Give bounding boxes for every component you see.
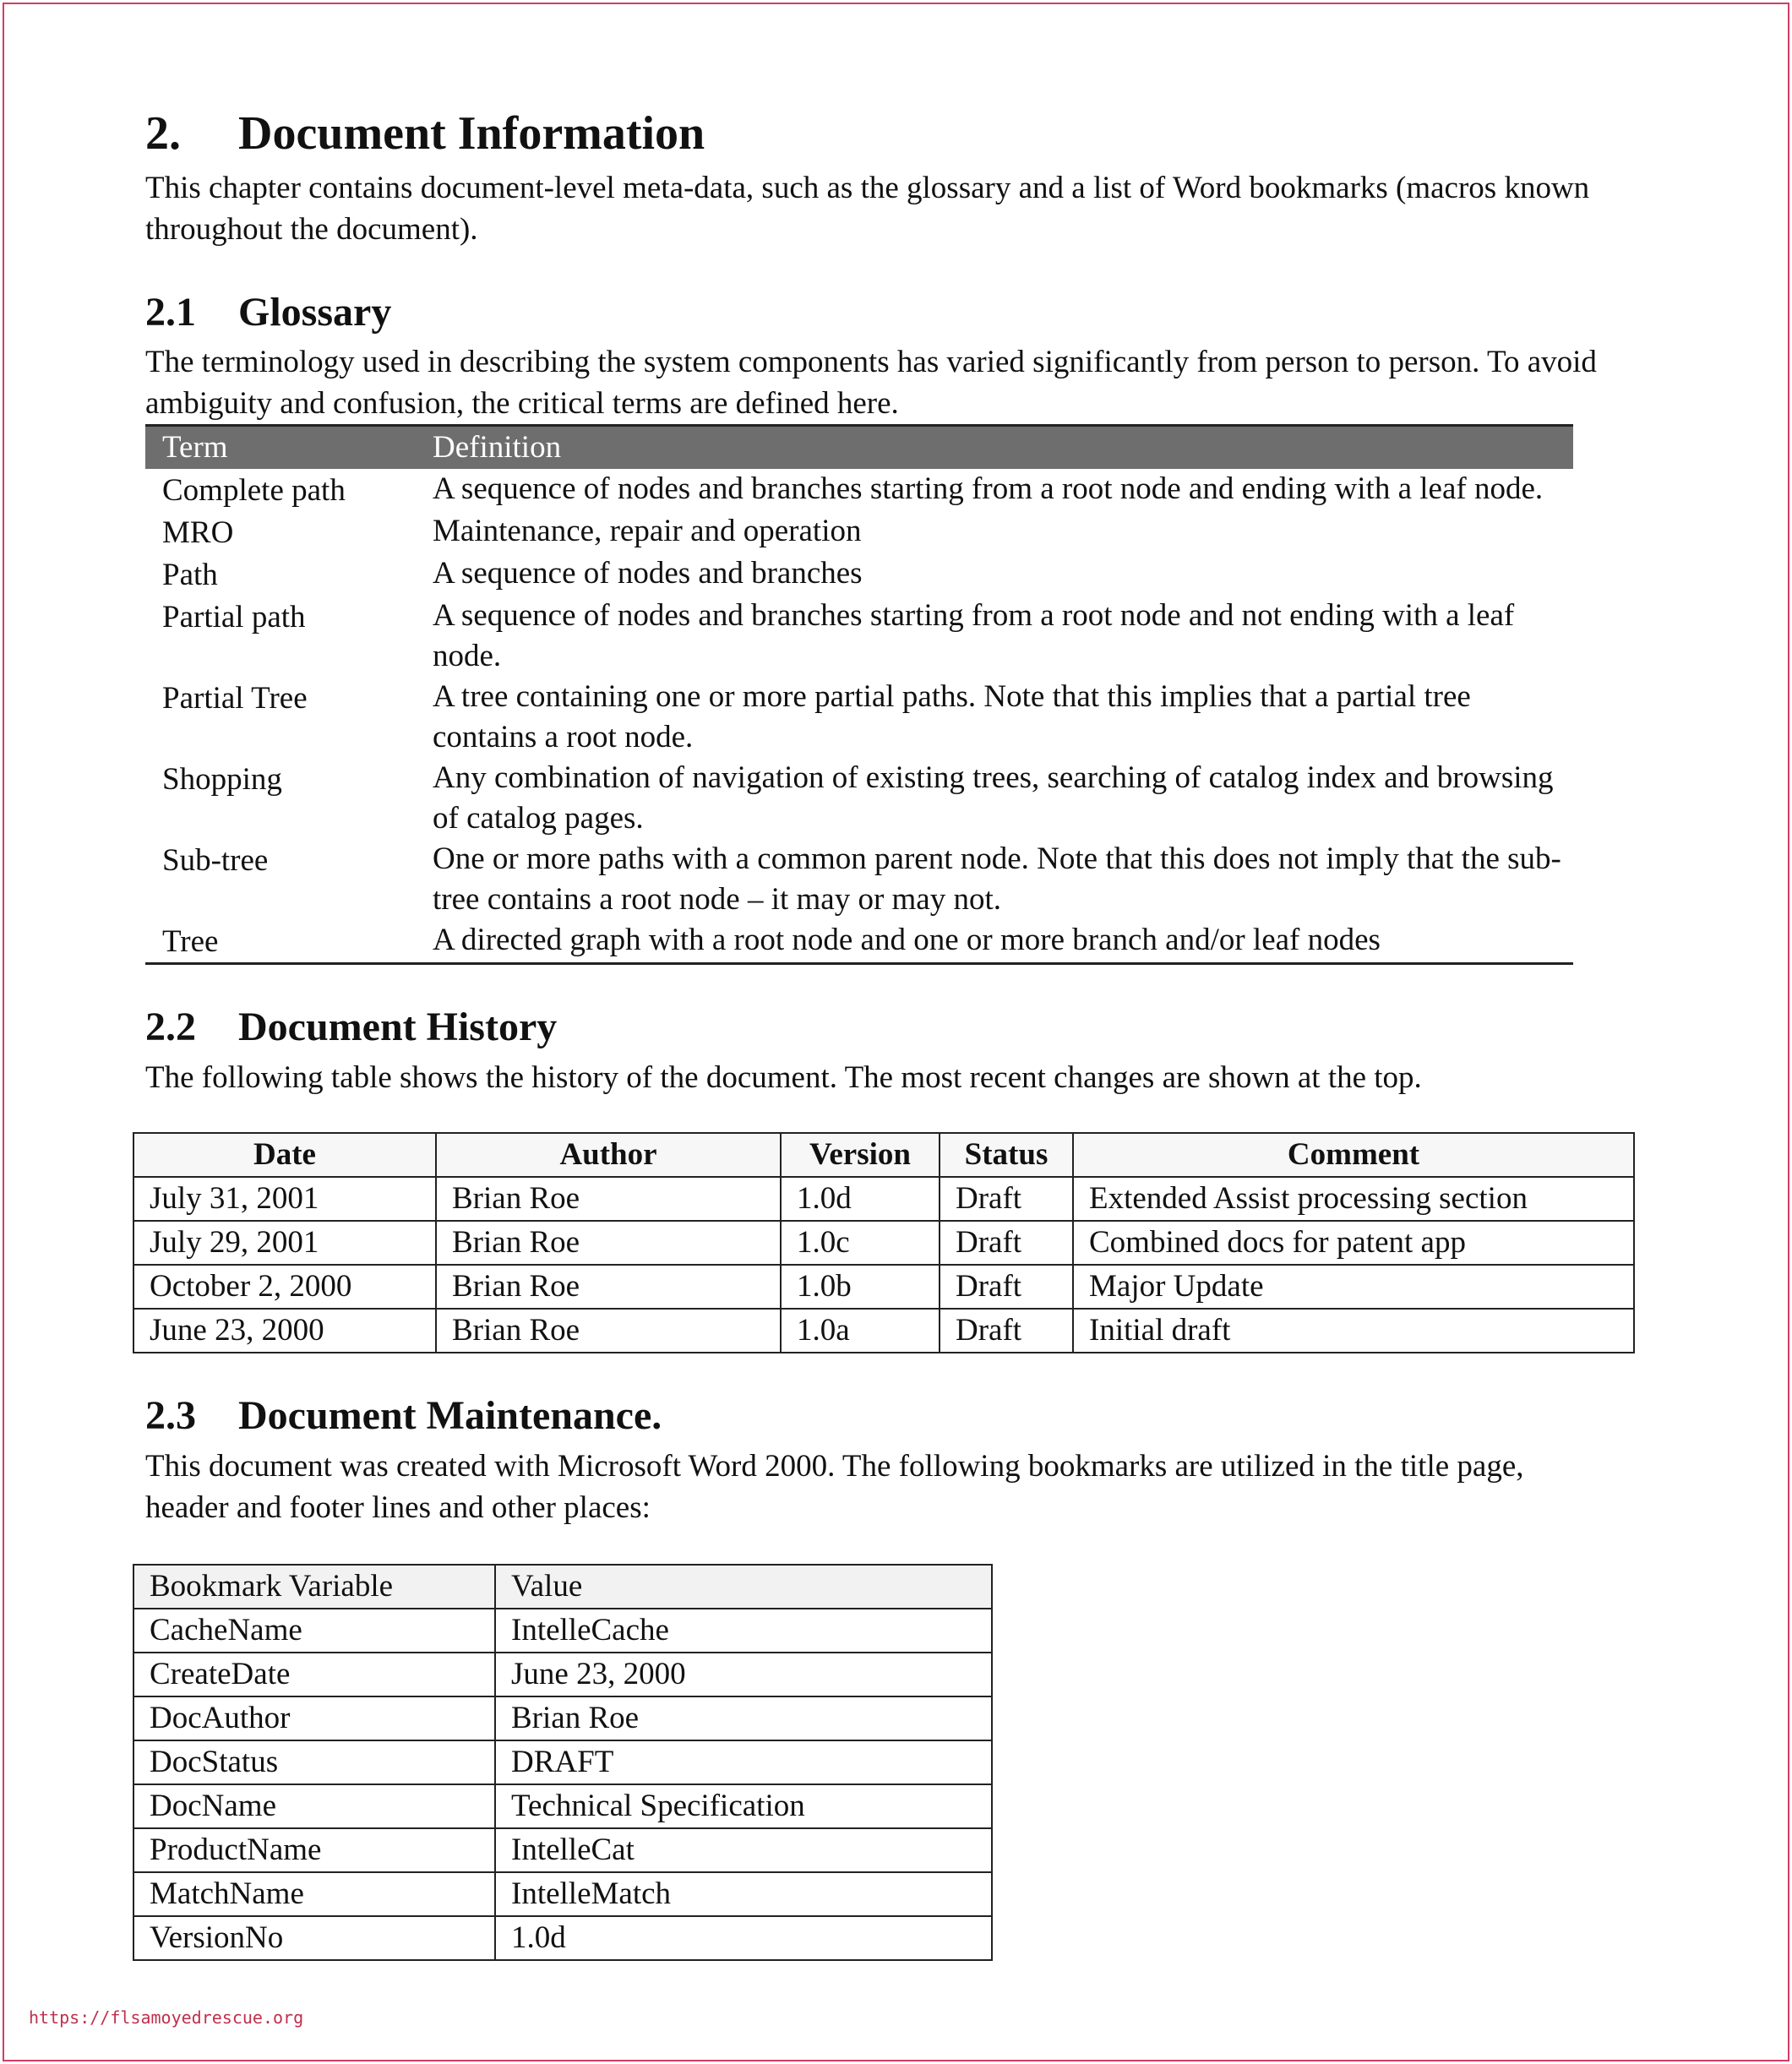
chapter-number: 2. (145, 107, 181, 160)
history-header-row (133, 1133, 1634, 1177)
glossary-definition: A sequence of nodes and branches starting from a root node and not ending with a leaf node. (433, 598, 1515, 674)
chapter-title: Document Information (238, 107, 705, 160)
history-date: July 31, 2001 (133, 1177, 436, 1221)
glossary-term: MRO (162, 515, 234, 551)
bookmark-body (133, 1609, 992, 1960)
bookmark-variable: DocAuthor (133, 1696, 495, 1740)
history-version: 1.0c (781, 1221, 940, 1265)
history-author: Brian Roe (436, 1221, 781, 1265)
history-header-date: Date (133, 1133, 436, 1177)
glossary-term: Partial Tree (162, 681, 308, 716)
history-date: July 29, 2001 (133, 1221, 436, 1265)
history-status: Draft (940, 1265, 1073, 1309)
table-row (145, 920, 1573, 964)
history-author: Brian Roe (436, 1177, 781, 1221)
table-row (133, 1784, 992, 1828)
bookmark-value: IntelleMatch (495, 1872, 992, 1916)
glossary-definition: Any combination of navigation of existing trees, searching of catalog index and browsing of catalog pages. (433, 760, 1554, 836)
history-date: October 2, 2000 (133, 1265, 436, 1309)
bookmark-value: Brian Roe (495, 1696, 992, 1740)
history-comment: Extended Assist processing section (1073, 1177, 1634, 1221)
glossary-term: Tree (145, 920, 416, 964)
bookmark-table (133, 1564, 993, 1961)
table-row (133, 1609, 992, 1653)
history-version: 1.0b (781, 1265, 940, 1309)
history-title: Document History (238, 1005, 558, 1050)
bookmark-value: 1.0d (495, 1916, 992, 1960)
history-status: Draft (940, 1221, 1073, 1265)
glossary-definition: One or more paths with a common parent node. Note that this does not imply that the sub-tree contains a root node – it may or may not. (433, 841, 1561, 918)
bookmark-header-row (133, 1565, 992, 1609)
bookmark-variable: DocName (133, 1784, 495, 1828)
table-row (145, 469, 1573, 511)
bookmark-value: June 23, 2000 (495, 1653, 992, 1696)
bookmark-value: Technical Specification (495, 1784, 992, 1828)
table-row (145, 677, 1573, 758)
history-comment: Combined docs for patent app (1073, 1221, 1634, 1265)
table-row (133, 1916, 992, 1960)
glossary-number: 2.1 (145, 289, 196, 335)
bookmark-variable: DocStatus (133, 1740, 495, 1784)
maintenance-number: 2.3 (145, 1393, 196, 1439)
table-row (145, 839, 1573, 920)
history-comment: Initial draft (1073, 1309, 1634, 1353)
glossary-title: Glossary (238, 289, 392, 335)
history-header-comment: Comment (1073, 1133, 1634, 1177)
history-body (133, 1177, 1634, 1353)
glossary-term: Complete path (162, 473, 346, 509)
glossary-term: Sub-tree (162, 843, 269, 879)
glossary-header-definition: Definition (416, 426, 1573, 470)
source-url-link[interactable]: https://flsamoyedrescue.org (29, 2007, 304, 2028)
history-heading (145, 1005, 1658, 1050)
history-author: Brian Roe (436, 1265, 781, 1309)
maintenance-heading (145, 1394, 1658, 1439)
table-row (133, 1177, 1634, 1221)
history-version: 1.0d (781, 1177, 940, 1221)
glossary-definition: A sequence of nodes and branches (433, 556, 863, 591)
table-row (145, 511, 1573, 553)
history-version: 1.0a (781, 1309, 940, 1353)
document-page (145, 108, 1658, 1961)
history-table (133, 1132, 1635, 1353)
glossary-definition: A directed graph with a root node and one or more branch and/or leaf nodes (416, 920, 1573, 964)
glossary-table (145, 424, 1573, 965)
bookmark-variable: MatchName (133, 1872, 495, 1916)
maintenance-intro: This document was created with Microsoft Word 2000. The following bookmarks are utilized in the title page, header and footer lines and other places: (145, 1448, 1524, 1525)
table-row (145, 553, 1573, 596)
table-row (133, 1265, 1634, 1309)
table-row (133, 1309, 1634, 1353)
table-row (145, 758, 1573, 839)
glossary-term: Path (162, 558, 218, 593)
table-row (133, 1696, 992, 1740)
chapter-intro: This chapter contains document-level meta-data, such as the glossary and a list of Word bookmarks (macros known throughout the document). (145, 170, 1590, 247)
table-row (133, 1740, 992, 1784)
glossary-body (145, 469, 1573, 964)
bookmark-value: IntelleCache (495, 1609, 992, 1653)
maintenance-title: Document Maintenance. (238, 1393, 662, 1439)
bookmark-variable: CacheName (133, 1609, 495, 1653)
bookmark-value: DRAFT (495, 1740, 992, 1784)
history-number: 2.2 (145, 1005, 196, 1050)
table-row (133, 1872, 992, 1916)
history-status: Draft (940, 1177, 1073, 1221)
table-row (133, 1653, 992, 1696)
bookmark-value: IntelleCat (495, 1828, 992, 1872)
table-row (133, 1221, 1634, 1265)
glossary-term: Partial path (162, 600, 306, 635)
history-comment: Major Update (1073, 1265, 1634, 1309)
history-header-author: Author (436, 1133, 781, 1177)
bookmark-variable: CreateDate (133, 1653, 495, 1696)
bookmark-variable: ProductName (133, 1828, 495, 1872)
history-header-status: Status (940, 1133, 1073, 1177)
table-row (145, 596, 1573, 677)
bookmark-variable: VersionNo (133, 1916, 495, 1960)
glossary-term: Shopping (162, 762, 282, 798)
history-header-version: Version (781, 1133, 940, 1177)
history-author: Brian Roe (436, 1309, 781, 1353)
chapter-heading (145, 108, 1658, 161)
history-date: June 23, 2000 (133, 1309, 436, 1353)
glossary-definition: A tree containing one or more partial paths. Note that this implies that a partial tree contains a root node. (433, 679, 1471, 755)
table-row (133, 1828, 992, 1872)
history-status: Draft (940, 1309, 1073, 1353)
glossary-definition: Maintenance, repair and operation (433, 514, 862, 549)
history-intro: The following table shows the history of the document. The most recent changes are shown at the top. (145, 1060, 1422, 1096)
glossary-intro: The terminology used in describing the system components has varied significantly from person to person. To avoid ambiguity and confusion, the critical terms are defined here. (145, 345, 1597, 422)
glossary-header-term: Term (145, 426, 416, 470)
bookmark-header-value: Value (495, 1565, 992, 1609)
glossary-header-row (145, 426, 1573, 470)
bookmark-header-variable: Bookmark Variable (133, 1565, 495, 1609)
glossary-definition: A sequence of nodes and branches starting from a root node and ending with a leaf node. (433, 471, 1544, 507)
glossary-heading (145, 291, 1658, 335)
